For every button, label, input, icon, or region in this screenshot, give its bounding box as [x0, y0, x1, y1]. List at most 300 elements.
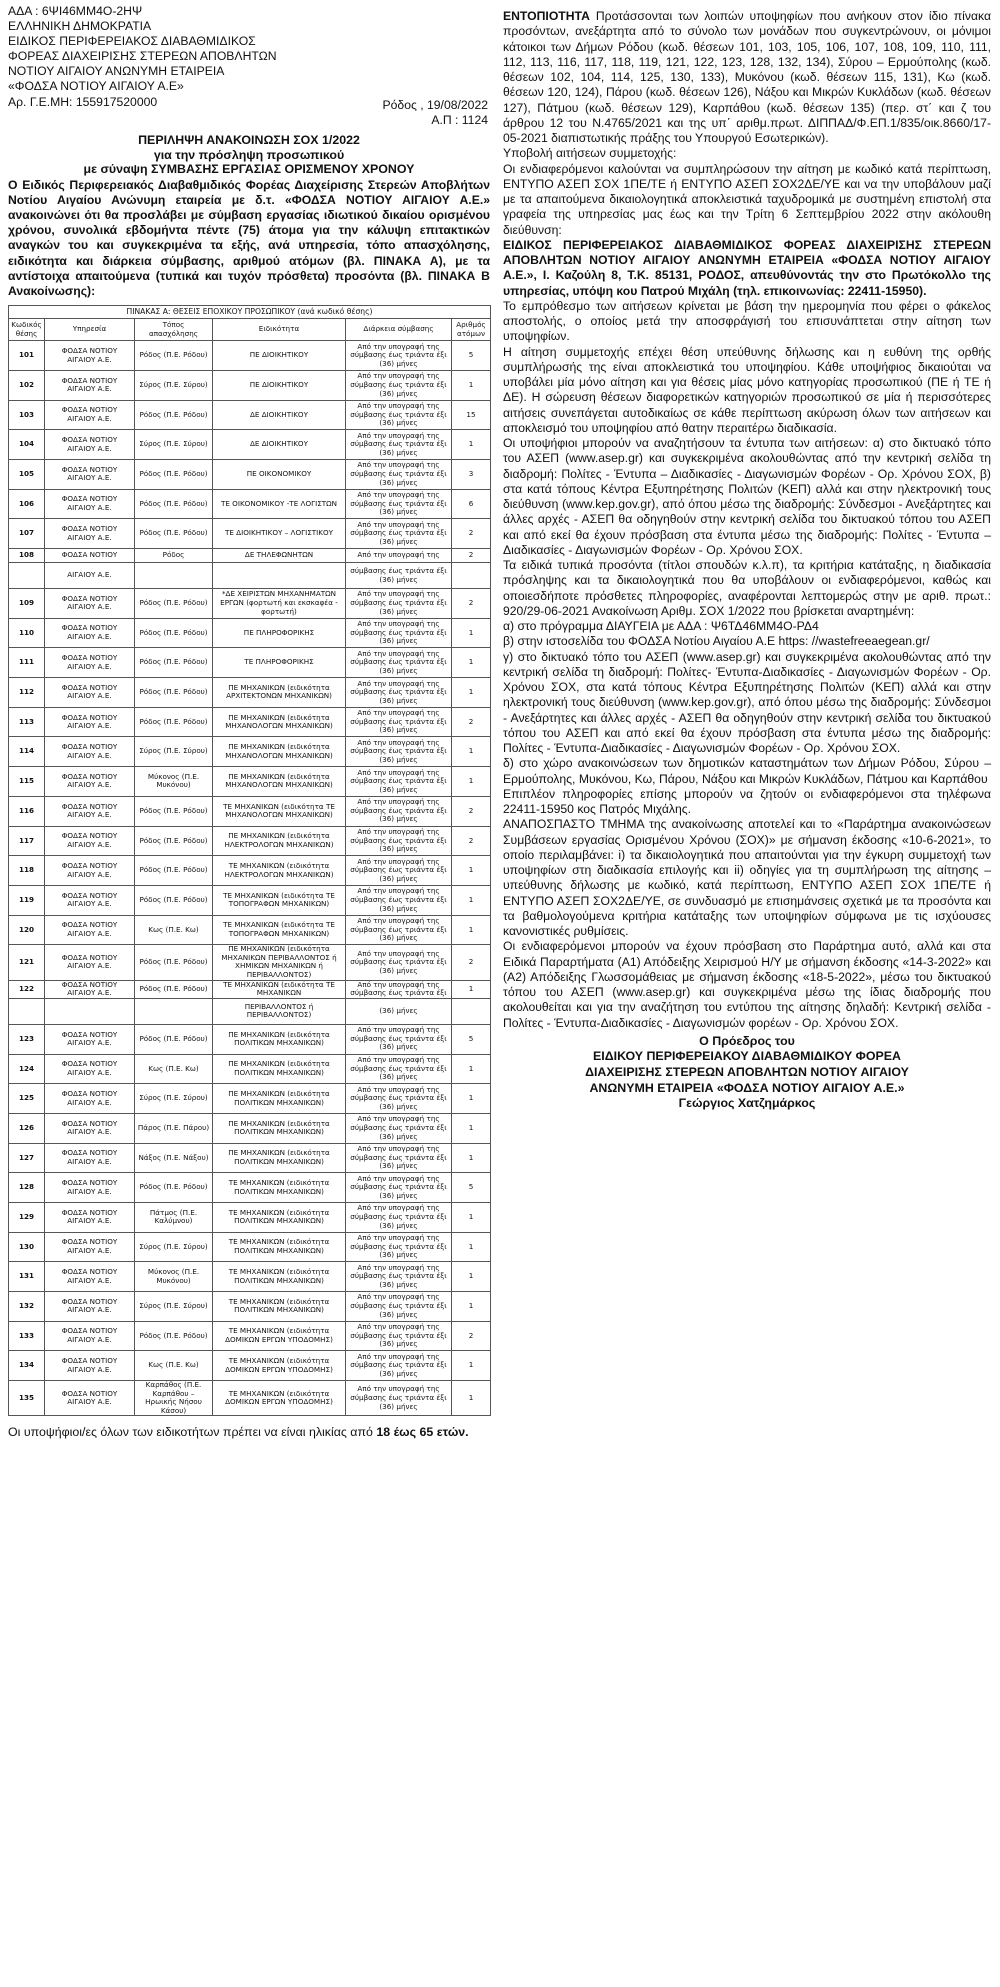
positions-table [8, 305, 491, 1416]
table-cell: Από την υπογραφή της σύμβασης έως τριάντα έξι (36) μήνες [346, 459, 452, 489]
table-cell: 132 [9, 1292, 45, 1322]
table-cell: ΦΟΔΣΑ ΝΟΤΙΟΥ ΑΙΓΑΙΟΥ Α.Ε. [45, 648, 135, 678]
table-row [9, 400, 491, 430]
table-cell: σύμβασης έως τριάντα έξι (36) μήνες [346, 563, 452, 589]
table-cell: ΤΕ ΜΗΧΑΝΙΚΩΝ (ειδικότητα ΠΟΛΙΤΙΚΩΝ ΜΗΧΑΝΙΚΩΝ) [213, 1292, 346, 1322]
table-cell: Από την υπογραφή της σύμβασης έως τριάντα έξι (36) μήνες [346, 519, 452, 549]
table-cell: ΦΟΔΣΑ ΝΟΤΙΟΥ ΑΙΓΑΙΟΥ Α.Ε. [45, 1351, 135, 1381]
signature-line: ΕΙΔΙΚΟΥ ΠΕΡΙΦΕΡΕΙΑΚΟΥ ΔΙΑΒΑΘΜΙΔΙΚΟΥ ΦΟΡΕΑ [593, 1049, 901, 1064]
table-cell: 120 [9, 915, 45, 945]
table-row [9, 945, 491, 980]
table-cell: Ρόδος (Π.Ε. Ρόδου) [135, 648, 213, 678]
table-cell: 2 [452, 945, 491, 980]
table-cell: Από την υπογραφή της σύμβασης έως τριάντα έξι (36) μήνες [346, 707, 452, 737]
table-row [9, 826, 491, 856]
table-cell: ΠΕ ΔΙΟΙΚΗΤΙΚΟΥ [213, 341, 346, 371]
table-cell: ΦΟΔΣΑ ΝΟΤΙΟΥ ΑΙΓΑΙΟΥ Α.Ε. [45, 618, 135, 648]
gemi-number: Αρ. Γ.Ε.ΜΗ: 155917520000 [8, 94, 158, 109]
table-cell: Από την υπογραφή της σύμβασης έως τριάντα έξι (36) μήνες [346, 370, 452, 400]
table-cell: ΤΕ ΟΙΚΟΝΟΜΙΚΟΥ -ΤΕ ΛΟΓΙΣΤΩΝ [213, 489, 346, 519]
table-cell: ΑΙΓΑΙΟΥ Α.Ε. [45, 563, 135, 589]
table-cell: Από την υπογραφή της σύμβασης έως τριάντα έξι (36) μήνες [346, 400, 452, 430]
table-cell: Κως (Π.Ε. Κω) [135, 1054, 213, 1084]
table-cell: Ρόδος (Π.Ε. Ρόδου) [135, 796, 213, 826]
table-cell: ΦΟΔΣΑ ΝΟΤΙΟΥ ΑΙΓΑΙΟΥ Α.Ε. [45, 885, 135, 915]
ada-line: ΑΔΑ : 6ΨΙ46ΜΜ4Ο-2ΗΨ [8, 4, 143, 18]
table-row [9, 1262, 491, 1292]
table-cell: ΤΕ ΜΗΧΑΝΙΚΩΝ (ειδικότητα ΔΟΜΙΚΩΝ ΕΡΓΩΝ ΥΠΟΔΟΜΗΣ) [213, 1381, 346, 1416]
table-cell: 123 [9, 1024, 45, 1054]
table-cell: Κως (Π.Ε. Κω) [135, 915, 213, 945]
table-cell: ΦΟΔΣΑ ΝΟΤΙΟΥ ΑΙΓΑΙΟΥ Α.Ε. [45, 1262, 135, 1292]
declaration-paragraph: Η αίτηση συμμετοχής επέχει θέση υπεύθυνης δήλωσης και η ευθύνη της ορθής συμπλήρωσής της είναι αποκλειστικά του υποψηφίου. Κάθε υποψήφιος δικαιούται να υποβάλει μία μόνο αίτηση και για θέσεις μίας μόνο κατηγορίας προσωπικού (ΠΕ ή ΤΕ ή ΔΕ). Η σώρευση θέσεων διαφορετικών κατηγοριών προσωπικού σε μία ή περισσότερες αιτήσεις συνεπάγεται αυτοδικαίως σε κάθε περίπτωση ακύρωση όλων των αιτήσεων και αποκλεισμό του υποψηφίου από θατην περαιτέρω διαδικασία. [503, 344, 991, 435]
table-cell: ΦΟΔΣΑ ΝΟΤΙΟΥ ΑΙΓΑΙΟΥ Α.Ε. [45, 1024, 135, 1054]
table-row [9, 1351, 491, 1381]
table-cell: 101 [9, 341, 45, 371]
table-row [9, 796, 491, 826]
table-cell: ΤΕ ΜΗΧΑΝΙΚΩΝ (ειδικότητα ΤΕ ΜΗΧΑΝΟΛΟΓΩΝ ΜΗΧΑΝΙΚΩΝ) [213, 796, 346, 826]
table-cell: Ρόδος [135, 549, 213, 563]
table-cell: Καρπάθος (Π.Ε. Καρπάθου – Ηρωικής Νήσου Κάσου) [135, 1381, 213, 1416]
table-cell: Από την υπογραφή της σύμβασης έως τριάντα έξι (36) μήνες [346, 1113, 452, 1143]
table-cell: Από την υπογραφή της σύμβασης έως τριάντα έξι (36) μήνες [346, 796, 452, 826]
table-cell: ΦΟΔΣΑ ΝΟΤΙΟΥ ΑΙΓΑΙΟΥ Α.Ε. [45, 519, 135, 549]
table-cell: ΦΟΔΣΑ ΝΟΤΙΟΥ ΑΙΓΑΙΟΥ Α.Ε. [45, 1054, 135, 1084]
table-cell: 1 [452, 430, 491, 460]
table-cell: Από την υπογραφή της σύμβασης έως τριάντα έξι (36) μήνες [346, 1173, 452, 1203]
table-cell: ΤΕ ΜΗΧΑΝΙΚΩΝ (ειδικότητα ΠΟΛΙΤΙΚΩΝ ΜΗΧΑΝΙΚΩΝ) [213, 1202, 346, 1232]
table-cell: ΠΕ ΜΗΧΑΝΙΚΩΝ (ειδικότητα ΠΟΛΙΤΙΚΩΝ ΜΗΧΑΝΙΚΩΝ) [213, 1143, 346, 1173]
table-cell: 110 [9, 618, 45, 648]
table-cell: ΔΕ ΔΙΟΙΚΗΤΙΚΟΥ [213, 400, 346, 430]
table-cell: 114 [9, 737, 45, 767]
table-cell: 2 [452, 519, 491, 549]
table-cell: 124 [9, 1054, 45, 1084]
table-cell: ΦΟΔΣΑ ΝΟΤΙΟΥ ΑΙΓΑΙΟΥ Α.Ε. [45, 796, 135, 826]
table-cell: 6 [452, 489, 491, 519]
table-cell: ΦΟΔΣΑ ΝΟΤΙΟΥ [45, 549, 135, 563]
table-cell: ΤΕ ΜΗΧΑΝΙΚΩΝ (ειδικότητα ΠΟΛΙΤΙΚΩΝ ΜΗΧΑΝΙΚΩΝ) [213, 1232, 346, 1262]
table-row [9, 1143, 491, 1173]
table-cell [135, 998, 213, 1024]
table-cell: Από την υπογραφή της σύμβασης έως τριάντα έξι (36) μήνες [346, 648, 452, 678]
table-cell: Κως (Π.Ε. Κω) [135, 1351, 213, 1381]
table-row [9, 1232, 491, 1262]
table-row [9, 459, 491, 489]
table-cell: Από την υπογραφή της σύμβασης έως τριάντα έξι (36) μήνες [346, 915, 452, 945]
table-body [9, 341, 491, 1416]
table-cell: 1 [452, 1143, 491, 1173]
table-cell: Πάτμος (Π.Ε. Καλύμνου) [135, 1202, 213, 1232]
table-row [9, 1113, 491, 1143]
column-header: Διάρκεια σύμβασης [346, 319, 452, 341]
municipalities-item: δ) στο χώρο ανακοινώσεων των δημοτικών καταστημάτων των Δήμων Ρόδου, Σύρου – Ερμούπολης, Μυκόνου, Κω, Πάρου, Νάξου και Μικρών Κυκλάδων, Πάτμου και Καρπάθου [503, 756, 991, 786]
table-cell: ΤΕ ΠΛΗΡΟΦΟΡΙΚΗΣ [213, 648, 346, 678]
table-cell: ΤΕ ΜΗΧΑΝΙΚΩΝ (ειδικότητα ΤΕ ΤΟΠΟΓΡΑΦΩΝ ΜΗΧΑΝΙΚΩΝ) [213, 915, 346, 945]
table-cell: 1 [452, 1232, 491, 1262]
table-cell: Από την υπογραφή της σύμβασης έως τριάντα έξι (36) μήνες [346, 1381, 452, 1416]
table-cell: 102 [9, 370, 45, 400]
table-cell: ΔΕ ΤΗΛΕΦΩΝΗΤΩΝ [213, 549, 346, 563]
table-cell: Από την υπογραφή της σύμβασης έως τριάντα έξι (36) μήνες [346, 341, 452, 371]
table-cell: Από την υπογραφή της σύμβασης έως τριάντα έξι (36) μήνες [346, 678, 452, 708]
table-cell: Ρόδος (Π.Ε. Ρόδου) [135, 519, 213, 549]
table-row [9, 856, 491, 886]
table-cell: ΦΟΔΣΑ ΝΟΤΙΟΥ ΑΙΓΑΙΟΥ Α.Ε. [45, 1381, 135, 1416]
table-row [9, 1381, 491, 1416]
table-cell: ΦΟΔΣΑ ΝΟΤΙΟΥ ΑΙΓΑΙΟΥ Α.Ε. [45, 341, 135, 371]
column-header: Αριθμός ατόμων [452, 319, 491, 341]
table-row [9, 1173, 491, 1203]
table-cell: 1 [452, 885, 491, 915]
address-text: ΕΙΔΙΚΟΣ ΠΕΡΙΦΕΡΕΙΑΚΟΣ ΔΙΑΒΑΘΜΙΔΙΚΟΣ ΦΟΡΕΑΣ ΔΙΑΧΕΙΡΙΣΗΣ ΣΤΕΡΕΩΝ ΑΠΟΒΛΗΤΩΝ ΝΟΤΙΟΥ ΑΙΓΑΙΟΥ ΑΝΩΝΥΜΗ ΕΤΑΙΡΕΙΑ «ΦΟΔΣΑ ΝΟΤΙΟΥ ΑΙΓΑΙΟΥ Α.Ε.», Ι. Καζούλη 8, Τ.Κ. 85131, ΡΟΔΟΣ, απευθύνοντάς την στο Πρωτόκολλο της υπηρεσίας, υπόψη κου Πατρού Μιχάλη (τηλ. επικοινωνίας: 22411-15950). [503, 237, 991, 298]
table-cell [452, 563, 491, 589]
table-cell: ΠΕ ΜΗΧΑΝΙΚΩΝ (ειδικότητα ΜΗΧΑΝΙΚΩΝ ΠΕΡΙΒΑΛΛΟΝΤΟΣ ή ΧΗΜΙΚΩΝ ΜΗΧΑΝΙΚΩΝ ή ΠΕΡΙΒΑΛΛΟΝΤΟΣ) [213, 945, 346, 980]
table-cell: Σύρος (Π.Ε. Σύρου) [135, 430, 213, 460]
table-row [9, 519, 491, 549]
table-row [9, 370, 491, 400]
table-cell: 2 [452, 549, 491, 563]
table-row [9, 1024, 491, 1054]
table-row [9, 430, 491, 460]
table-cell: 112 [9, 678, 45, 708]
signature-line: Ο Πρόεδρος του [699, 1033, 795, 1048]
table-row [9, 341, 491, 371]
table-cell: 129 [9, 1202, 45, 1232]
table-cell [213, 563, 346, 589]
header-line: ΕΛΛΗΝΙΚΗ ΔΗΜΟΚΡΑΤΙΑ [8, 19, 152, 34]
deadline-paragraph: Το εμπρόθεσμο των αιτήσεων κρίνεται με βάση την ημερομηνία που φέρει ο φάκελος αποστολής, ο οποίος μετά την αποσφράγισή του επισυνάπτεται στην αίτηση των υποψηφίων. [503, 298, 991, 344]
header-line: ΦΟΡΕΑΣ ΔΙΑΧΕΙΡΙΣΗΣ ΣΤΕΡΕΩΝ ΑΠΟΒΛΗΤΩΝ [8, 49, 277, 64]
table-cell: ΦΟΔΣΑ ΝΟΤΙΟΥ ΑΙΓΑΙΟΥ Α.Ε. [45, 370, 135, 400]
table-cell: ΠΕ ΟΙΚΟΝΟΜΙΚΟΥ [213, 459, 346, 489]
table-cell: Ρόδος (Π.Ε. Ρόδου) [135, 341, 213, 371]
table-cell: 2 [452, 589, 491, 619]
table-cell: ΠΕ ΜΗΧΑΝΙΚΩΝ (ειδικότητα ΜΗΧΑΝΟΛΟΓΩΝ ΜΗΧΑΝΙΚΩΝ) [213, 707, 346, 737]
table-cell: ΤΕ ΜΗΧΑΝΙΚΩΝ (ειδικότητα ΤΕ ΜΗΧΑΝΙΚΩΝ [213, 980, 346, 998]
table-cell: Από την υπογραφή της σύμβασης έως τριάντα έξι (36) μήνες [346, 1292, 452, 1322]
table-cell: ΔΕ ΔΙΟΙΚΗΤΙΚΟΥ [213, 430, 346, 460]
right-column [503, 9, 991, 1112]
table-cell: 125 [9, 1084, 45, 1114]
table-cell: 1 [452, 618, 491, 648]
table-cell: 103 [9, 400, 45, 430]
table-cell: Ρόδος (Π.Ε. Ρόδου) [135, 885, 213, 915]
table-cell: 1 [452, 915, 491, 945]
table-cell: 1 [452, 1381, 491, 1416]
age-range: 18 έως 65 ετών. [376, 1425, 469, 1440]
table-row [9, 998, 491, 1024]
table-cell: 1 [452, 980, 491, 998]
table-cell: Μύκονος (Π.Ε. Μυκόνου) [135, 767, 213, 797]
table-cell: Σύρος (Π.Ε. Σύρου) [135, 1232, 213, 1262]
intro-text: ανακοινώνει ότι θα προσλάβει με σύμβαση εργασίας ιδιωτικού δικαίου ορισμένου χρόνου, συνολικά εβδομήντα πέντε (75) άτομα για την κάλυψη επιτακτικών αναγκών του και συγκεκριμένα τα εξής, ανά υπηρεσία, τόπο απασχόλησης, ειδικότητα και διάρκεια σύμβασης, αριθμού ατόμων (βλ. ΠΙΝΑΚΑ Α), με τα αντίστοιχα απαιτούμενα (τυπικά και τυχόν πρόσθετα) προσόντα (βλ. ΠΙΝΑΚΑ Β Ανακοίνωσης): [8, 207, 490, 298]
protocol-number: Α.Π : 1124 [431, 112, 488, 127]
table-row [9, 489, 491, 519]
table-cell: Από την υπογραφή της σύμβασης έως τριάντα έξι (36) μήνες [346, 1054, 452, 1084]
table-header-row [9, 319, 491, 341]
announcement-subtitle: με σύναψη ΣΥΜΒΑΣΗΣ ΕΡΓΑΣΙΑΣ ΟΡΙΣΜΕΝΟΥ ΧΡΟΝΟΥ [83, 162, 415, 177]
header-line: ΝΟΤΙΟΥ ΑΙΓΑΙΟΥ ΑΝΩΝΥΜΗ ΕΤΑΙΡΕΙΑ [8, 64, 225, 79]
table-cell: 106 [9, 489, 45, 519]
left-column [8, 4, 490, 1440]
table-cell: ΦΟΔΣΑ ΝΟΤΙΟΥ ΑΙΓΑΙΟΥ Α.Ε. [45, 1173, 135, 1203]
asep-item: γ) στο δικτυακό τόπο του ΑΣΕΠ (www.asep.gr) και συγκεκριμένα ακολουθώντας από την κεντρική σελίδα τη διαδρομή: Πολίτες- Έντυπα-Διαδικασίες - Διαγωνισμών Φορέων - Ορ. Χρόνου ΣΟΧ, στα κατά τόπους Κέντρα Εξυπηρέτησης Πολιτών (ΚΕΠ) αλλά και στην ηλεκτρονική τους διεύθυνση (www.kep.gov.gr), από όπου μέσω της διαδρομής: Σύνδεσμοι - Ανεξάρτητες και άλλες αρχές - ΑΣΕΠ θα οδηγηθούν στην κεντρική σελίδα του δικτυακού τόπου του ΑΣΕΠ και από εκεί θα έχουν πρόσβαση στα έντυπα μέσω της διαδρομής: Πολίτες - Έντυπα-Διαδικασίες - Διαγωνισμών Φορέων - Ορ. Χρόνου ΣΟΧ. [503, 649, 991, 755]
table-cell: Από την υπογραφή της σύμβασης έως τριάντα έξι (36) μήνες [346, 1202, 452, 1232]
table-cell: 134 [9, 1351, 45, 1381]
table-cell: Σύρος (Π.Ε. Σύρου) [135, 1084, 213, 1114]
table-cell: ΤΕ ΜΗΧΑΝΙΚΩΝ (ειδικότητα ΔΟΜΙΚΩΝ ΕΡΓΩΝ ΥΠΟΔΟΜΗΣ) [213, 1351, 346, 1381]
locality-paragraph [503, 9, 991, 146]
table-cell: 1 [452, 1262, 491, 1292]
table-cell: 1 [452, 1351, 491, 1381]
announcement-subtitle: για την πρόσληψη προσωπικού [153, 147, 345, 162]
signature-line: ΑΝΩΝΥΜΗ ΕΤΑΙΡΕΙΑ «ΦΟΔΣΑ ΝΟΤΙΟΥ ΑΙΓΑΙΟΥ Α.Ε.» [589, 1080, 905, 1095]
table-cell: Από την υπογραφή της σύμβασης έως τριάντα έξι (36) μήνες [346, 1351, 452, 1381]
table-row [9, 885, 491, 915]
contact-paragraph: Επιπλέον πληροφορίες επίσης μπορούν να ζητούν οι ενδιαφερόμενοι στα τηλέφωνα 22411-15950 κος Πατρός Μιχάλης. [503, 786, 991, 816]
table-cell: 135 [9, 1381, 45, 1416]
annex-access-paragraph: Οι ενδιαφερόμενοι μπορούν να έχουν πρόσβαση στο Παράρτημα αυτό, αλλά και στα Ειδικά Παραρτήματα (Α1) Απόδειξης Χειρισμού Η/Υ με σήμανση έκδοσης «14-3-2022» και (Α2) Απόδειξης Γλωσσομάθειας με σήμανση έκδοσης «18-5-2022», μέσω του δικτυακού τόπου του ΑΣΕΠ (www.asep.gr) και συγκεκριμένα μέσω της ίδιας διαδρομής που ακολουθείται και για την αναζήτηση του εντύπου της αίτησης δηλαδή: Κεντρική σελίδα - Πολίτες - Έντυπα-Διαδικασίες - Διαγωνισμών φορέων - Ορ. Χρόνου ΣΟΧ. [503, 939, 991, 1030]
table-cell: ΠΕ ΜΗΧΑΝΙΚΩΝ (ειδικότητα ΠΟΛΙΤΙΚΩΝ ΜΗΧΑΝΙΚΩΝ) [213, 1084, 346, 1114]
table-cell: Ρόδος (Π.Ε. Ρόδου) [135, 1321, 213, 1351]
table-cell: 127 [9, 1143, 45, 1173]
table-cell: ΦΟΔΣΑ ΝΟΤΙΟΥ ΑΙΓΑΙΟΥ Α.Ε. [45, 678, 135, 708]
table-cell: ΦΟΔΣΑ ΝΟΤΙΟΥ ΑΙΓΑΙΟΥ Α.Ε. [45, 489, 135, 519]
table-cell: 117 [9, 826, 45, 856]
table-cell: 5 [452, 1173, 491, 1203]
table-cell: 122 [9, 980, 45, 998]
table-cell: Πάρος (Π.Ε. Πάρου) [135, 1113, 213, 1143]
table-cell: Από την υπογραφή της σύμβασης έως τριάντα έξι (36) μήνες [346, 826, 452, 856]
table-cell: ΦΟΔΣΑ ΝΟΤΙΟΥ ΑΙΓΑΙΟΥ Α.Ε. [45, 945, 135, 980]
table-cell: 108 [9, 549, 45, 563]
table-cell: Από την υπογραφή της σύμβασης έως τριάντα έξι (36) μήνες [346, 1262, 452, 1292]
table-cell: ΠΕ ΜΗΧΑΝΙΚΩΝ (ειδικότητα ΠΟΛΙΤΙΚΩΝ ΜΗΧΑΝΙΚΩΝ) [213, 1054, 346, 1084]
table-row [9, 678, 491, 708]
table-cell: ΦΟΔΣΑ ΝΟΤΙΟΥ ΑΙΓΑΙΟΥ Α.Ε. [45, 1113, 135, 1143]
table-cell: ΦΟΔΣΑ ΝΟΤΙΟΥ ΑΙΓΑΙΟΥ Α.Ε. [45, 1292, 135, 1322]
table-cell: ΦΟΔΣΑ ΝΟΤΙΟΥ ΑΙΓΑΙΟΥ Α.Ε. [45, 1202, 135, 1232]
table-cell: Από την υπογραφή της σύμβασης έως τριάντα έξι (36) μήνες [346, 589, 452, 619]
locality-heading: ΕΝΤΟΠΙΟΤΗΤΑ [503, 9, 590, 23]
table-cell: ΦΟΔΣΑ ΝΟΤΙΟΥ ΑΙΓΑΙΟΥ Α.Ε. [45, 459, 135, 489]
table-cell: ΠΕ ΔΙΟΙΚΗΤΙΚΟΥ [213, 370, 346, 400]
header-line: «ΦΟΔΣΑ ΝΟΤΙΟΥ ΑΙΓΑΙΟΥ Α.Ε» [8, 79, 184, 94]
table-cell: 2 [452, 707, 491, 737]
table-cell: Από την υπογραφή της σύμβασης έως τριάντα έξι (36) μήνες [346, 856, 452, 886]
table-cell: ΠΕ ΜΗΧΑΝΙΚΩΝ (ειδικότητα ΑΡΧΙΤΕΚΤΟΝΩΝ ΜΗΧΑΝΙΚΩΝ) [213, 678, 346, 708]
table-cell: 15 [452, 400, 491, 430]
table-cell: ΦΟΔΣΑ ΝΟΤΙΟΥ ΑΙΓΑΙΟΥ Α.Ε. [45, 1321, 135, 1351]
table-row [9, 1202, 491, 1232]
table-cell: ΠΕ ΜΗΧΑΝΙΚΩΝ (ειδικότητα ΜΗΧΑΝΟΛΟΓΩΝ ΜΗΧΑΝΙΚΩΝ) [213, 737, 346, 767]
table-row [9, 549, 491, 563]
table-cell: ΦΟΔΣΑ ΝΟΤΙΟΥ ΑΙΓΑΙΟΥ Α.Ε. [45, 1143, 135, 1173]
table-cell: Σύρος (Π.Ε. Σύρου) [135, 737, 213, 767]
table-cell: 1 [452, 370, 491, 400]
gemi-date-row [8, 95, 490, 110]
table-cell: 128 [9, 1173, 45, 1203]
table-cell: ΠΕ ΜΗΧΑΝΙΚΩΝ (ειδικότητα ΠΟΛΙΤΙΚΩΝ ΜΗΧΑΝΙΚΩΝ) [213, 1113, 346, 1143]
table-row [9, 1084, 491, 1114]
table-cell: 111 [9, 648, 45, 678]
table-cell: Ρόδος (Π.Ε. Ρόδου) [135, 980, 213, 998]
table-cell: 1 [452, 1054, 491, 1084]
table-cell: Από την υπογραφή της σύμβασης έως τριάντα έξι (36) μήνες [346, 489, 452, 519]
table-cell: 116 [9, 796, 45, 826]
table-cell: Ρόδος (Π.Ε. Ρόδου) [135, 826, 213, 856]
column-header: Τόπος απασχόλησης [135, 319, 213, 341]
table-cell: Από την υπογραφή της σύμβασης έως τριάντα έξι (36) μήνες [346, 1321, 452, 1351]
table-cell: ΦΟΔΣΑ ΝΟΤΙΟΥ ΑΙΓΑΙΟΥ Α.Ε. [45, 737, 135, 767]
table-cell: 113 [9, 707, 45, 737]
table-cell: ΤΕ ΜΗΧΑΝΙΚΩΝ (ειδικότητα ΤΕ ΤΟΠΟΓΡΑΦΩΝ ΜΗΧΑΝΙΚΩΝ) [213, 885, 346, 915]
table-cell: 2 [452, 796, 491, 826]
table-cell: 133 [9, 1321, 45, 1351]
table-cell: ΦΟΔΣΑ ΝΟΤΙΟΥ ΑΙΓΑΙΟΥ Α.Ε. [45, 589, 135, 619]
table-cell: ΠΕ ΜΗΧΑΝΙΚΩΝ (ειδικότητα ΗΛΕΚΤΡΟΛΟΓΩΝ ΜΗΧΑΝΙΚΩΝ) [213, 826, 346, 856]
table-cell: ΦΟΔΣΑ ΝΟΤΙΟΥ ΑΙΓΑΙΟΥ Α.Ε. [45, 856, 135, 886]
table-row [9, 618, 491, 648]
header-line: ΕΙΔΙΚΟΣ ΠΕΡΙΦΕΡΕΙΑΚΟΣ ΔΙΑΒΑΘΜΙΔΙΚΟΣ [8, 34, 256, 49]
table-row [9, 1054, 491, 1084]
table-cell: 115 [9, 767, 45, 797]
forms-paragraph: Οι υποψήφιοι μπορούν να αναζητήσουν τα έντυπα των αιτήσεων: α) στο δικτυακό τόπο του ΑΣΕΠ (www.asep.gr) και συγκεκριμένα ακολουθώντας από την κεντρική σελίδα τη διαδρομή: Πολίτες - Έντυπα – Διαδικασίες - Διαγωνισμών Φορέων - Ορ. Χρόνου ΣΟΧ, β) στα κατά τόπους Κέντρα Εξυπηρέτησης Πολιτών (ΚΕΠ) αλλά και στην ηλεκτρονική τους διεύθυνση (www.kep.gov.gr), από όπου μέσω της διαδρομής: Σύνδεσμοι - Ανεξάρτητες και άλλες αρχές - ΑΣΕΠ θα οδηγηθούν στην κεντρική σελίδα του δικτυακού τόπου του ΑΣΕΠ και από εκεί θα έχουν πρόσβαση στα έντυπα μέσω της διαδρομής: Πολίτες - Έντυπα – Διαδικασίες - Διαγωνισμών Φορέων - Ορ. Χρόνου ΣΟΧ. [503, 436, 991, 557]
table-cell: 1 [452, 1113, 491, 1143]
table-cell: 2 [452, 1321, 491, 1351]
table-cell: Από την υπογραφή της σύμβασης έως τριάντα έξι (36) μήνες [346, 885, 452, 915]
applications-paragraph: Οι ενδιαφερόμενοι καλούνται να συμπληρώσουν την αίτηση με κωδικό κατά περίπτωση, ΕΝΤΥΠΟ ΑΣΕΠ ΣΟΧ 1ΠΕ/ΤΕ ή ΕΝΤΥΠΟ ΑΣΕΠ ΣΟΧ2ΔΕ/ΥΕ και να την υποβάλουν μαζί με τα απαιτούμενα δικαιολογητικά αποκλειστικά ταχυδρομικά με συστημένη επιστολή στα γραφεία της υπηρεσίας μας έως και την Τρίτη 6 Σεπτεμβρίου 2022 στην ακόλουθη διεύθυνση: [503, 161, 991, 237]
table-cell: 1 [452, 767, 491, 797]
table-cell: ΦΟΔΣΑ ΝΟΤΙΟΥ ΑΙΓΑΙΟΥ Α.Ε. [45, 980, 135, 998]
table-cell: ΤΕ ΜΗΧΑΝΙΚΩΝ (ειδικότητα ΠΟΛΙΤΙΚΩΝ ΜΗΧΑΝΙΚΩΝ) [213, 1173, 346, 1203]
table-cell: 118 [9, 856, 45, 886]
table-cell: 109 [9, 589, 45, 619]
table-cell: Σύρος (Π.Ε. Σύρου) [135, 370, 213, 400]
table-cell: ΠΕΡΙΒΑΛΛΟΝΤΟΣ ή ΠΕΡΙΒΑΛΛΟΝΤΟΣ) [213, 998, 346, 1024]
table-cell: (36) μήνες [346, 998, 452, 1024]
diavgeia-item: α) στο πρόγραμμα ΔΙΑΥΓΕΙΑ με ΑΔΑ : Ψ6ΤΔ46ΜΜ4Ο-ΡΔ4 [503, 619, 819, 633]
table-row [9, 648, 491, 678]
table-cell: 5 [452, 1024, 491, 1054]
table-cell: Από την υπογραφή της σύμβασης έως τριάντα έξι (36) μήνες [346, 430, 452, 460]
table-row [9, 589, 491, 619]
table-cell: 105 [9, 459, 45, 489]
table-cell: Από την υπογραφή της σύμβασης έως τριάντα έξι (36) μήνες [346, 945, 452, 980]
table-cell: 1 [452, 648, 491, 678]
table-cell [452, 998, 491, 1024]
table-cell: 1 [452, 737, 491, 767]
signature-line: ΔΙΑΧΕΙΡΙΣΗΣ ΣΤΕΡΕΩΝ ΑΠΟΒΛΗΤΩΝ ΝΟΤΙΟΥ ΑΙΓΑΙΟΥ [585, 1064, 909, 1079]
table-cell: Μύκονος (Π.Ε. Μυκόνου) [135, 1262, 213, 1292]
table-row [9, 737, 491, 767]
table-cell: Ρόδος (Π.Ε. Ρόδου) [135, 707, 213, 737]
table-cell: 104 [9, 430, 45, 460]
table-cell: Από την υπογραφή της σύμβασης έως τριάντα έξι (36) μήνες [346, 1024, 452, 1054]
table-cell: ΤΕ ΜΗΧΑΝΙΚΩΝ (ειδικότητα ΗΛΕΚΤΡΟΛΟΓΩΝ ΜΗΧΑΝΙΚΩΝ) [213, 856, 346, 886]
table-cell: Από την υπογραφή της σύμβασης έως τριάντα έξι [346, 980, 452, 998]
table-row [9, 1292, 491, 1322]
table-cell: Ρόδος (Π.Ε. Ρόδου) [135, 1173, 213, 1203]
table-cell: Ρόδος (Π.Ε. Ρόδου) [135, 489, 213, 519]
table-cell: ΦΟΔΣΑ ΝΟΤΙΟΥ ΑΙΓΑΙΟΥ Α.Ε. [45, 400, 135, 430]
table-cell: Ρόδος (Π.Ε. Ρόδου) [135, 400, 213, 430]
table-cell: Από την υπογραφή της σύμβασης έως τριάντα έξι (36) μήνες [346, 618, 452, 648]
table-cell: 5 [452, 341, 491, 371]
table-cell: Ρόδος (Π.Ε. Ρόδου) [135, 856, 213, 886]
table-cell: Από την υπογραφή της [346, 549, 452, 563]
annex-paragraph: ΑΝΑΠΟΣΠΑΣΤΟ ΤΜΗΜΑ της ανακοίνωσης αποτελεί και το «Παράρτημα ανακοινώσεων Συμβάσεων εργασίας Ορισμένου Χρόνου (ΣΟΧ)» με σήμανση έκδοσης «10-6-2021», το οποίο περιλαμβάνει: i) τα δικαιολογητικά που απαιτούνται για την έγκυρη συμμετοχή των υποψηφίων στη διαδικασία επιλογής και ii) οδηγίες για τη συμπλήρωση της αίτησης – υπεύθυνης δήλωσης με κωδικό, κατά περίπτωση, ΕΝΤΥΠΟ ΑΣΕΠ ΣΟΧ 1ΠΕ/ΤΕ ή ΕΝΤΥΠΟ ΑΣΕΠ ΣΟΧ2ΔΕ/ΥΕ, σε συνδυασμό με επισημάνσεις σχετικά με τα προσόντα και τα βαθμολογούμενα κριτήρια κατάταξης των υποψηφίων σύμφωνα με τις ισχύουσες κανονιστικές ρυθμίσεις. [503, 817, 991, 938]
table-cell: 121 [9, 945, 45, 980]
table-cell: Νάξος (Π.Ε. Νάξου) [135, 1143, 213, 1173]
table-cell: ΦΟΔΣΑ ΝΟΤΙΟΥ ΑΙΓΑΙΟΥ Α.Ε. [45, 915, 135, 945]
table-row [9, 980, 491, 998]
age-note-text: Οι υποψήφιοι/ες όλων των ειδικοτήτων πρέπει να είναι ηλικίας από [8, 1425, 377, 1440]
table-cell: Ρόδος (Π.Ε. Ρόδου) [135, 1024, 213, 1054]
table-cell: Ρόδος (Π.Ε. Ρόδου) [135, 618, 213, 648]
qualifications-paragraph: Τα ειδικά τυπικά προσόντα (τίτλοι σπουδών κ.λ.π), τα κριτήρια κατάταξης, η διαδικασία πρόσληψης και τα δικαιολογητικά που θα υποβάλουν οι ενδιαφερόμενοι, καθώς και οποιεσδήποτε πρόσθετες πληροφορίες, αναφέρονται λεπτομερώς στην με αριθ. πρωτ.: 920/29-06-2021 Ανακοίνωση Αριθμ. ΣΟΧ 1/2022 που βρίσκεται αναρτημένη: [503, 558, 991, 618]
table-cell: Από την υπογραφή της σύμβασης έως τριάντα έξι (36) μήνες [346, 737, 452, 767]
signature-block [503, 1034, 991, 1112]
table-cell: Από την υπογραφή της σύμβασης έως τριάντα έξι (36) μήνες [346, 1143, 452, 1173]
table-row [9, 707, 491, 737]
locality-text: Προτάσσονται των λοιπών υποψηφίων που ανήκουν στον ίδιο πίνακα προσόντων, ανεξάρτητα από το σύνολο των μονάδων που συγκεντρώνουν, οι μόνιμοι κάτοικοι των Δήμων Ρόδου (κωδ. θέσεων 101, 103, 105, 106, 107, 108, 109, 110, 111, 112, 113, 116, 117, 118, 119, 121, 122, 123, 128, 132, 134), Σύρου – Ερμούπολης (κωδ. θέσεων 102, 104, 114, 125, 130, 133), Μυκόνου (κωδ. θέσεων 115, 131), Κω (κωδ. θέσεων 120, 124), Πάρου (κωδ. θέσεων 126), Νάξου και Μικρών Κυκλάδων (κωδ. θέσεων 127), Πάτμου (κωδ. θέσεων 129), Καρπάθου (κωδ. θέσεων 135) (περ. στ΄ και ζ του άρθρου 12 του Ν.4765/2021 και της υπ΄ αριθμ.πρωτ. ΔΙΠΠΑΔ/Φ.ΕΠ.1/835/οικ.8660/17-05-2021 διαπιστωτικής πράξης του Υπουργού Εσωτερικών). [503, 9, 991, 145]
applications-heading: Υποβολή αιτήσεων συμμετοχής: [503, 146, 677, 161]
table-cell: ΤΕ ΔΙΟΙΚΗΤΙΚΟΥ – ΛΟΓΙΣΤΙΚΟΥ [213, 519, 346, 549]
table-caption: ΠΙΝΑΚΑΣ Α: ΘΕΣΕΙΣ ΕΠΟΧΙΚΟΥ ΠΡΟΣΩΠΙΚΟΥ (ανά κωδικό θέσης) [9, 306, 491, 319]
table-cell [9, 998, 45, 1024]
table-cell: 1 [452, 1084, 491, 1114]
column-header: Υπηρεσία [45, 319, 135, 341]
table-cell: ΠΕ ΜΗΧΑΝΙΚΩΝ (ειδικότητα ΜΗΧΑΝΟΛΟΓΩΝ ΜΗΧΑΝΙΚΩΝ) [213, 767, 346, 797]
table-cell [9, 563, 45, 589]
mailing-address [503, 238, 991, 299]
table-cell: Ρόδος (Π.Ε. Ρόδου) [135, 459, 213, 489]
table-cell: ΦΟΔΣΑ ΝΟΤΙΟΥ ΑΙΓΑΙΟΥ Α.Ε. [45, 1084, 135, 1114]
table-cell: 2 [452, 826, 491, 856]
table-cell: Ρόδος (Π.Ε. Ρόδου) [135, 589, 213, 619]
date: Ρόδος , 19/08/2022 [382, 97, 488, 112]
table-cell: 119 [9, 885, 45, 915]
table-cell: 1 [452, 1202, 491, 1232]
table-cell: 131 [9, 1262, 45, 1292]
table-cell: Σύρος (Π.Ε. Σύρου) [135, 1292, 213, 1322]
table-cell: Από την υπογραφή της σύμβασης έως τριάντα έξι (36) μήνες [346, 1084, 452, 1114]
table-cell: Από την υπογραφή της σύμβασης έως τριάντα έξι (36) μήνες [346, 767, 452, 797]
intro-paragraph [8, 178, 490, 300]
table-cell: 1 [452, 1292, 491, 1322]
website-item: β) στην ιστοσελίδα του ΦΟΔΣΑ Νοτίου Αιγαίου Α.Ε https: //wastefreeaegean.gr/ [503, 634, 930, 649]
table-cell: ΤΕ ΜΗΧΑΝΙΚΩΝ (ειδικότητα ΔΟΜΙΚΩΝ ΕΡΓΩΝ ΥΠΟΔΟΜΗΣ) [213, 1321, 346, 1351]
table-cell: ΦΟΔΣΑ ΝΟΤΙΟΥ ΑΙΓΑΙΟΥ Α.Ε. [45, 430, 135, 460]
table-cell: 1 [452, 856, 491, 886]
table-cell: ΦΟΔΣΑ ΝΟΤΙΟΥ ΑΙΓΑΙΟΥ Α.Ε. [45, 767, 135, 797]
signatory-name: Γεώργιος Χατζημάρκος [678, 1096, 816, 1111]
announcement-title: ΠΕΡΙΛΗΨΗ ΑΝΑΚΟΙΝΩΣΗ ΣΟΧ 1/2022 [138, 133, 360, 148]
intro-bold: Ο Ειδικός Περιφερειακός Διαβαθμιδικός Φορέας Διαχείρισης Στερεών Αποβλήτων Νοτίου Αιγαίου Ανώνυμη εταιρεία με δ.τ. «ΦΟΔΣΑ ΝΟΤΙΟΥ ΑΙΓΑΙΟΥ Α.Ε.» [8, 177, 490, 207]
table-cell: ΦΟΔΣΑ ΝΟΤΙΟΥ ΑΙΓΑΙΟΥ Α.Ε. [45, 1232, 135, 1262]
table-cell: ΦΟΔΣΑ ΝΟΤΙΟΥ ΑΙΓΑΙΟΥ Α.Ε. [45, 826, 135, 856]
table-row [9, 1321, 491, 1351]
table-cell: ΠΕ ΠΛΗΡΟΦΟΡΙΚΗΣ [213, 618, 346, 648]
table-cell [45, 998, 135, 1024]
table-row [9, 915, 491, 945]
table-cell: ΤΕ ΜΗΧΑΝΙΚΩΝ (ειδικότητα ΠΟΛΙΤΙΚΩΝ ΜΗΧΑΝΙΚΩΝ) [213, 1262, 346, 1292]
table-cell: ΦΟΔΣΑ ΝΟΤΙΟΥ ΑΙΓΑΙΟΥ Α.Ε. [45, 707, 135, 737]
table-cell: 1 [452, 678, 491, 708]
table-cell: *ΔΕ ΧΕΙΡΙΣΤΩΝ ΜΗΧΑΝΗΜΑΤΩΝ ΕΡΓΩΝ (φορτωτή και εκσκαφέα - φορτωτή) [213, 589, 346, 619]
